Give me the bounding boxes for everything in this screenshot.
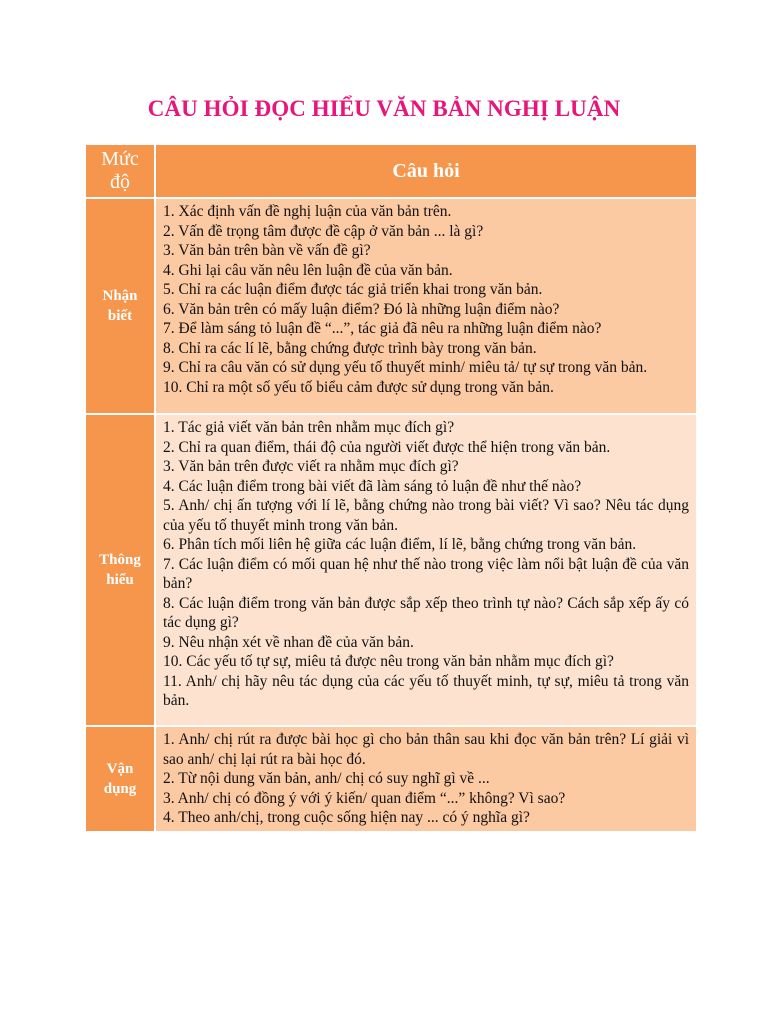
question-item: 5. Anh/ chị ấn tượng với lí lẽ, bằng chứng nào trong bài viết? Vì sao? Nêu tác dụng của yếu tố thuyết minh trong văn bản. <box>163 497 689 534</box>
question-item: 1. Xác định vấn đề nghị luận của văn bản trên. <box>163 203 452 220</box>
question-item: 10. Chỉ ra một số yếu tố biểu cảm được sử dụng trong văn bản. <box>163 378 554 396</box>
table-row-nhan-biet <box>86 199 696 415</box>
question-item: 3. Văn bản trên được viết ra nhằm mục đích gì? <box>163 458 459 475</box>
level-line2: dụng <box>103 780 137 797</box>
question-item: 3. Anh/ chị có đồng ý với ý kiến/ quan điểm “...” không? Vì sao? <box>163 789 566 807</box>
question-item: 4. Theo anh/chị, trong cuộc sống hiện nay ... có ý nghĩa gì? <box>163 809 530 826</box>
header-level <box>86 145 156 199</box>
question-cell <box>156 199 696 415</box>
level-line1: Vận <box>106 760 134 777</box>
question-item: 3. Văn bản trên bàn về vấn đề gì? <box>163 242 371 259</box>
question-item: 1. Anh/ chị rút ra được bài học gì cho bản thân sau khi đọc văn bản trên? Lí giải vì sao anh/ chị lại rút ra bài học đó. <box>163 731 689 768</box>
question-cell <box>156 415 696 727</box>
table-row-van-dung <box>86 727 696 833</box>
level-cell <box>86 727 156 833</box>
question-item: 11. Anh/ chị hãy nêu tác dụng của các yếu tố thuyết minh, tự sự, miêu tả trong văn bản. <box>163 672 689 709</box>
header-level-line1: Mức <box>101 148 139 170</box>
question-item: 7. Các luận điểm có mối quan hệ như thế nào trong việc làm nổi bật luận đề của văn bản? <box>163 555 689 592</box>
question-item: 2. Từ nội dung văn bản, anh/ chị có suy nghĩ gì về ... <box>163 770 490 787</box>
level-line2: biết <box>107 308 133 324</box>
table-header-row <box>86 145 696 199</box>
question-item: 2. Chỉ ra quan điểm, thái độ của người viết được thể hiện trong văn bản. <box>163 438 611 456</box>
question-item: 6. Phân tích mối liên hệ giữa các luận điểm, lí lẽ, bằng chứng trong văn bản. <box>163 536 637 553</box>
question-item: 8. Các luận điểm trong văn bản được sắp xếp theo trình tự nào? Cách sắp xếp ấy có tác dụng gì? <box>163 594 689 631</box>
question-item: 4. Các luận điểm trong bài viết đã làm sáng tỏ luận đề như thế nào? <box>163 477 582 495</box>
level-line1: Nhận <box>102 288 138 304</box>
question-cell <box>156 727 696 833</box>
table-row-thong-hieu <box>86 415 696 727</box>
question-table <box>86 145 696 833</box>
level-line2: hiểu <box>106 572 134 588</box>
question-item: 4. Ghi lại câu văn nêu lên luận đề của văn bản. <box>163 261 453 279</box>
question-item: 7. Để làm sáng tỏ luận đề “...”, tác giả đã nêu ra những luận điểm nào? <box>163 320 602 337</box>
header-question: Câu hỏi <box>156 145 696 199</box>
level-cell <box>86 199 156 415</box>
level-line1: Thông <box>99 552 141 568</box>
question-item: 5. Chỉ ra các luận điểm được tác giả triển khai trong văn bản. <box>163 281 543 298</box>
header-level-line2: độ <box>110 171 130 193</box>
question-item: 9. Chỉ ra câu văn có sử dụng yếu tố thuyết minh/ miêu tả/ tự sự trong văn bản. <box>163 359 648 376</box>
level-cell <box>86 415 156 727</box>
question-item: 9. Nêu nhận xét về nhan đề của văn bản. <box>163 633 414 651</box>
question-item: 2. Vấn đề trọng tâm được đề cập ở văn bản ... là gì? <box>163 222 484 240</box>
page-title: CÂU HỎI ĐỌC HIỂU VĂN BẢN NGHỊ LUẬN <box>147 96 621 121</box>
question-item: 6. Văn bản trên có mấy luận điểm? Đó là những luận điểm nào? <box>163 300 560 318</box>
question-item: 1. Tác giả viết văn bản trên nhằm mục đích gì? <box>163 419 455 436</box>
question-item: 10. Các yếu tố tự sự, miêu tả được nêu trong văn bản nhằm mục đích gì? <box>163 653 614 670</box>
question-item: 8. Chỉ ra các lí lẽ, bằng chứng được trình bày trong văn bản. <box>163 339 537 357</box>
